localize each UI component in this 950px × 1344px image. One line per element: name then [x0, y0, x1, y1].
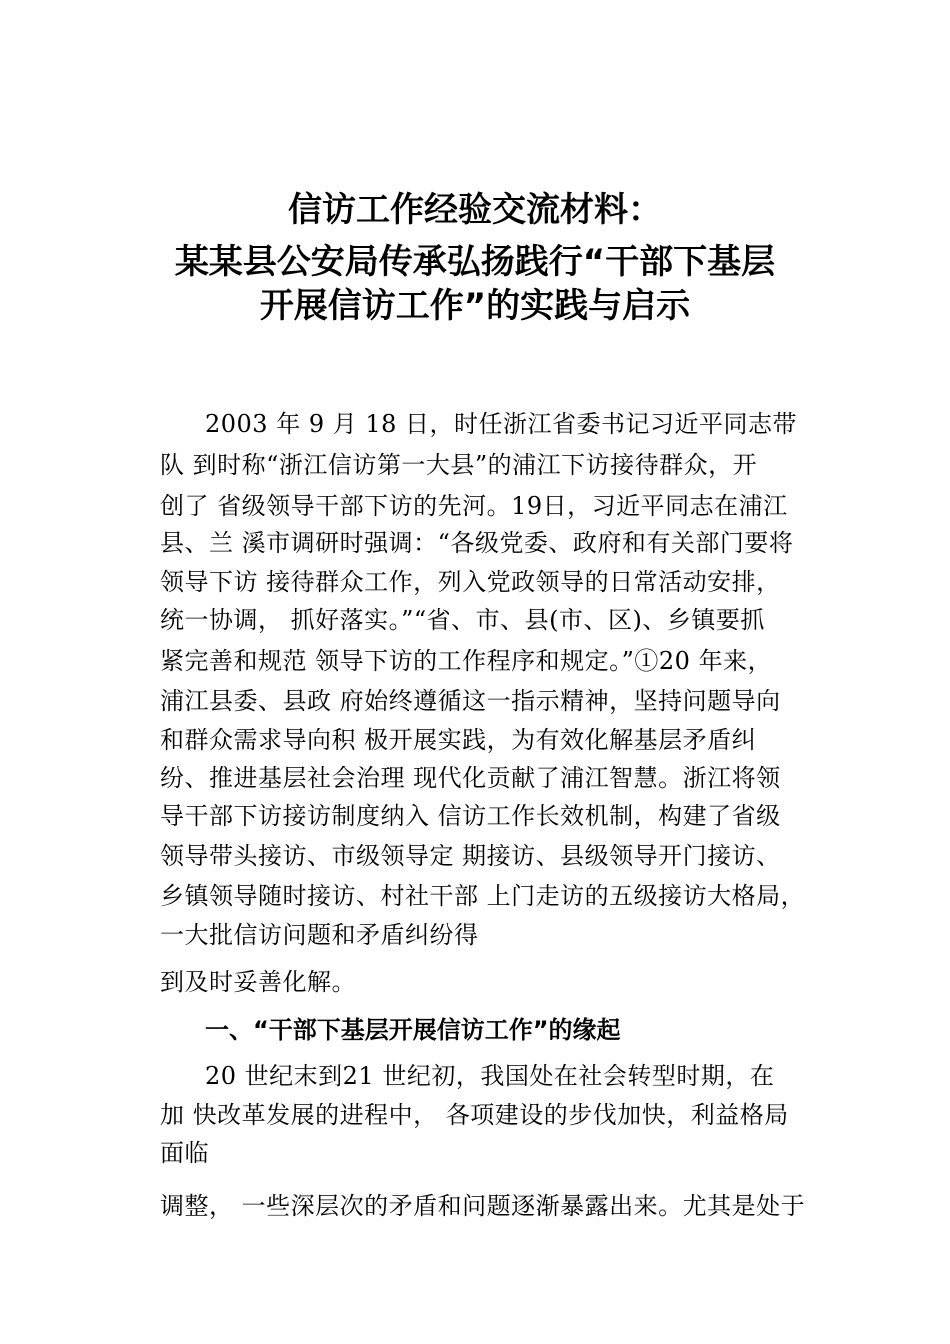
intro-paragraph-line: 领导下访 接待群众工作，列入党政领导的日常活动安排，: [160, 568, 781, 596]
intro-paragraph-line: 乡镇领导随时接访、村社干部 上门走访的五级接访大格局，: [160, 882, 806, 910]
section-paragraph-tail: 调整， 一些深层次的矛盾和问题逐渐暴露出来。尤其是处于: [160, 1192, 806, 1220]
document-title-line-1: 信访工作经验交流材料：: [288, 190, 662, 230]
intro-paragraph-line: 2003 年 9 月 18 日，时任浙江省委书记习近平同志带: [205, 410, 798, 438]
section-paragraph-line: 加 快改革发展的进程中， 各项建设的步伐加快，利益格局: [160, 1101, 789, 1129]
intro-paragraph-line: 浦江县委、县政 府始终遵循这一指示精神，坚持问题导向: [160, 687, 781, 715]
intro-paragraph-line: 紧完善和规范 领导下访的工作程序和规定。”①20 年来，: [160, 647, 773, 675]
intro-paragraph-line: 县、兰 溪市调研时强调：“各级党委、政府和有关部门要将: [160, 529, 794, 557]
intro-paragraph-line: 创了 省级领导干部下访的先河。19日，习近平同志在浦江: [160, 492, 788, 520]
section-heading: 一、“干部下基层开展信访工作”的缘起: [205, 1016, 621, 1044]
intro-paragraph-line: 领导带头接访、市级领导定 期接访、县级领导开门接访、: [160, 842, 781, 870]
section-paragraph-line: 面临: [160, 1139, 209, 1167]
intro-paragraph-line: 队 到时称“浙江信访第一大县”的浦江下访接待群众，开: [160, 451, 758, 479]
intro-paragraph-line: 统一协调， 抓好落实。”“省、市、县(市、区)、乡镇要抓: [160, 606, 765, 634]
intro-paragraph-line: 导干部下访接访制度纳入 信访工作长效机制，构建了省级: [160, 802, 781, 830]
intro-paragraph-tail: 到及时妥善化解。: [160, 968, 356, 996]
intro-paragraph-line: 一大批信访问题和矛盾纠纷得: [160, 921, 479, 949]
document-title-line-2: 某某县公安局传承弘扬践行“干部下基层: [174, 242, 776, 282]
document-title-line-3: 开展信访工作”的实践与启示: [259, 286, 691, 326]
section-paragraph-line: 20 世纪末到21 世纪初，我国处在社会转型时期，在: [205, 1062, 775, 1090]
intro-paragraph-line: 纷、推进基层社会治理 现代化贡献了浦江智慧。浙江将领: [160, 764, 781, 792]
intro-paragraph-line: 和群众需求导向积 极开展实践，为有效化解基层矛盾纠: [160, 726, 757, 754]
